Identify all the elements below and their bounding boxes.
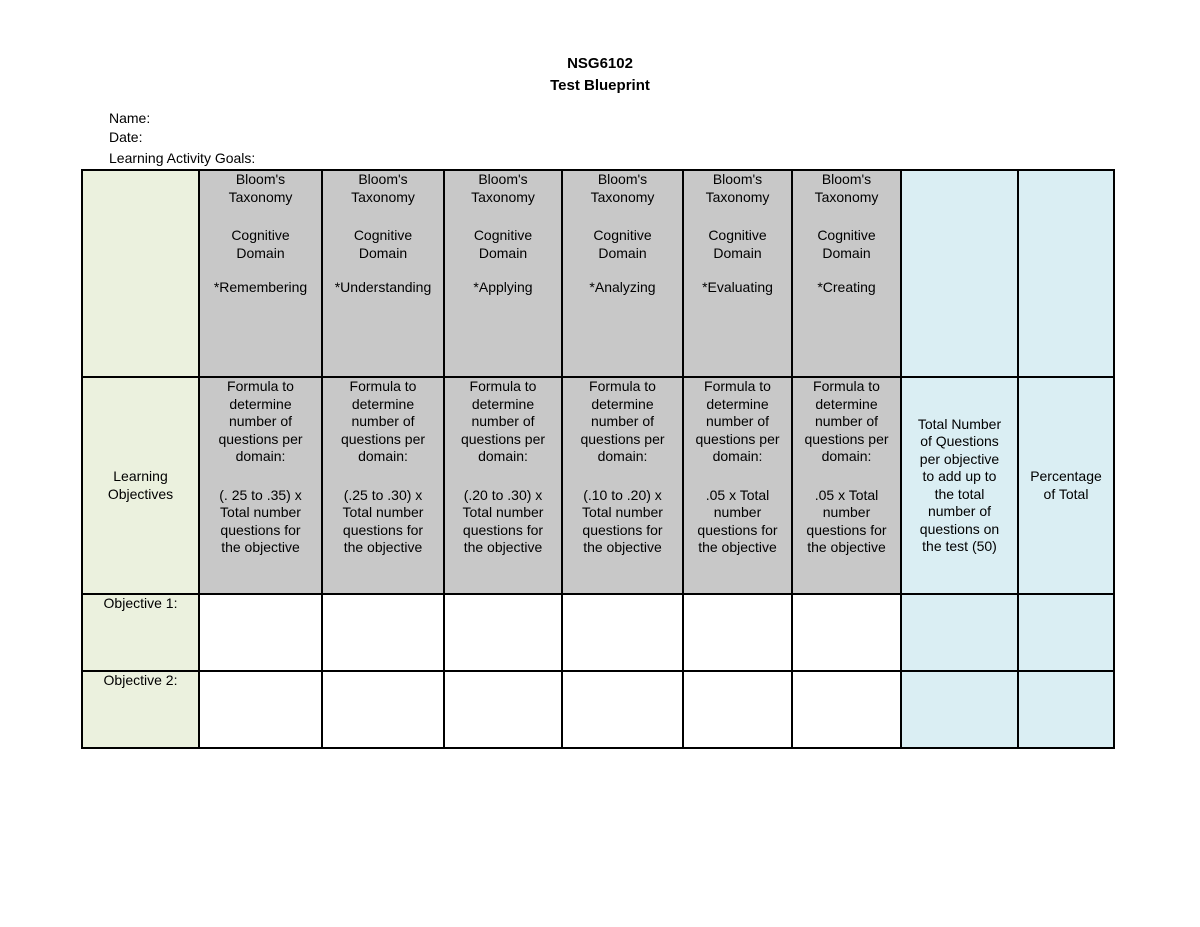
domain-level: *Applying [473,279,533,295]
objective-cell-total[interactable] [901,594,1018,671]
domain-header-understanding: Bloom's Taxonomy Cognitive Domain *Understanding [322,170,444,377]
percentage-header: Percentage of Total [1018,377,1114,594]
objective-cell-understanding[interactable] [322,671,444,748]
objective-row [82,671,1114,748]
page-title: Test Blueprint [550,77,650,94]
percent-header-blank [1018,170,1114,377]
domain-level: *Analyzing [589,279,656,295]
objective-cell-percentage[interactable] [1018,594,1114,671]
learning-goals-label: Learning Activity Goals: [109,150,256,166]
domain-level: *Evaluating [702,279,773,295]
objective-cell-total[interactable] [901,671,1018,748]
objective-cell-remembering[interactable] [199,594,322,671]
name-label: Name: [109,110,151,126]
domain-level: *Creating [817,279,876,295]
objective-cell-understanding[interactable] [322,594,444,671]
domain-header-row [82,170,1114,377]
objective-cell-applying[interactable] [444,594,562,671]
objective-cell-analyzing[interactable] [562,671,683,748]
total-header-blank [901,170,1018,377]
formula-remembering: Formula to determine number of questions per domain: (. 25 to .35) x Total number questions for the objective [199,377,322,594]
date-label: Date: [109,129,143,145]
objective-label: Objective 1: [82,594,199,671]
domain-level: *Remembering [213,279,308,295]
total-questions-header: Total Number of Questions per objective to add up to the total number of questions on the test (50) [901,377,1018,594]
domain-header-creating: Bloom's Taxonomy Cognitive Domain *Creating [792,170,901,377]
blueprint-table [81,169,1115,749]
objective-cell-percentage[interactable] [1018,671,1114,748]
domain-header-analyzing: Bloom's Taxonomy Cognitive Domain *Analyzing [562,170,683,377]
objective-row [82,594,1114,671]
course-code: NSG6102 [567,55,633,72]
formula-creating: Formula to determine number of questions per domain: .05 x Total number questions for the objective [792,377,901,594]
formula-evaluating: Formula to determine number of questions per domain: .05 x Total number questions for the objective [683,377,792,594]
objective-cell-creating[interactable] [792,594,901,671]
objective-cell-creating[interactable] [792,671,901,748]
domain-header-remembering: Bloom's Taxonomy Cognitive Domain *Remembering [199,170,322,377]
domain-level: *Understanding [334,279,432,295]
objective-cell-analyzing[interactable] [562,594,683,671]
formula-analyzing: Formula to determine number of questions per domain: (.10 to .20) x Total number questions for the objective [562,377,683,594]
objective-cell-evaluating[interactable] [683,594,792,671]
learning-objectives-header: Learning Objectives [82,377,199,594]
formula-understanding: Formula to determine number of questions per domain: (.25 to .30) x Total number questions for the objective [322,377,444,594]
objective-label: Objective 2: [82,671,199,748]
domain-header-evaluating: Bloom's Taxonomy Cognitive Domain *Evaluating [683,170,792,377]
objective-cell-remembering[interactable] [199,671,322,748]
objective-cell-applying[interactable] [444,671,562,748]
formula-applying: Formula to determine number of questions per domain: (.20 to .30) x Total number questions for the objective [444,377,562,594]
objective-cell-evaluating[interactable] [683,671,792,748]
corner-cell [82,170,199,377]
formula-row [82,377,1114,594]
domain-header-applying: Bloom's Taxonomy Cognitive Domain *Applying [444,170,562,377]
